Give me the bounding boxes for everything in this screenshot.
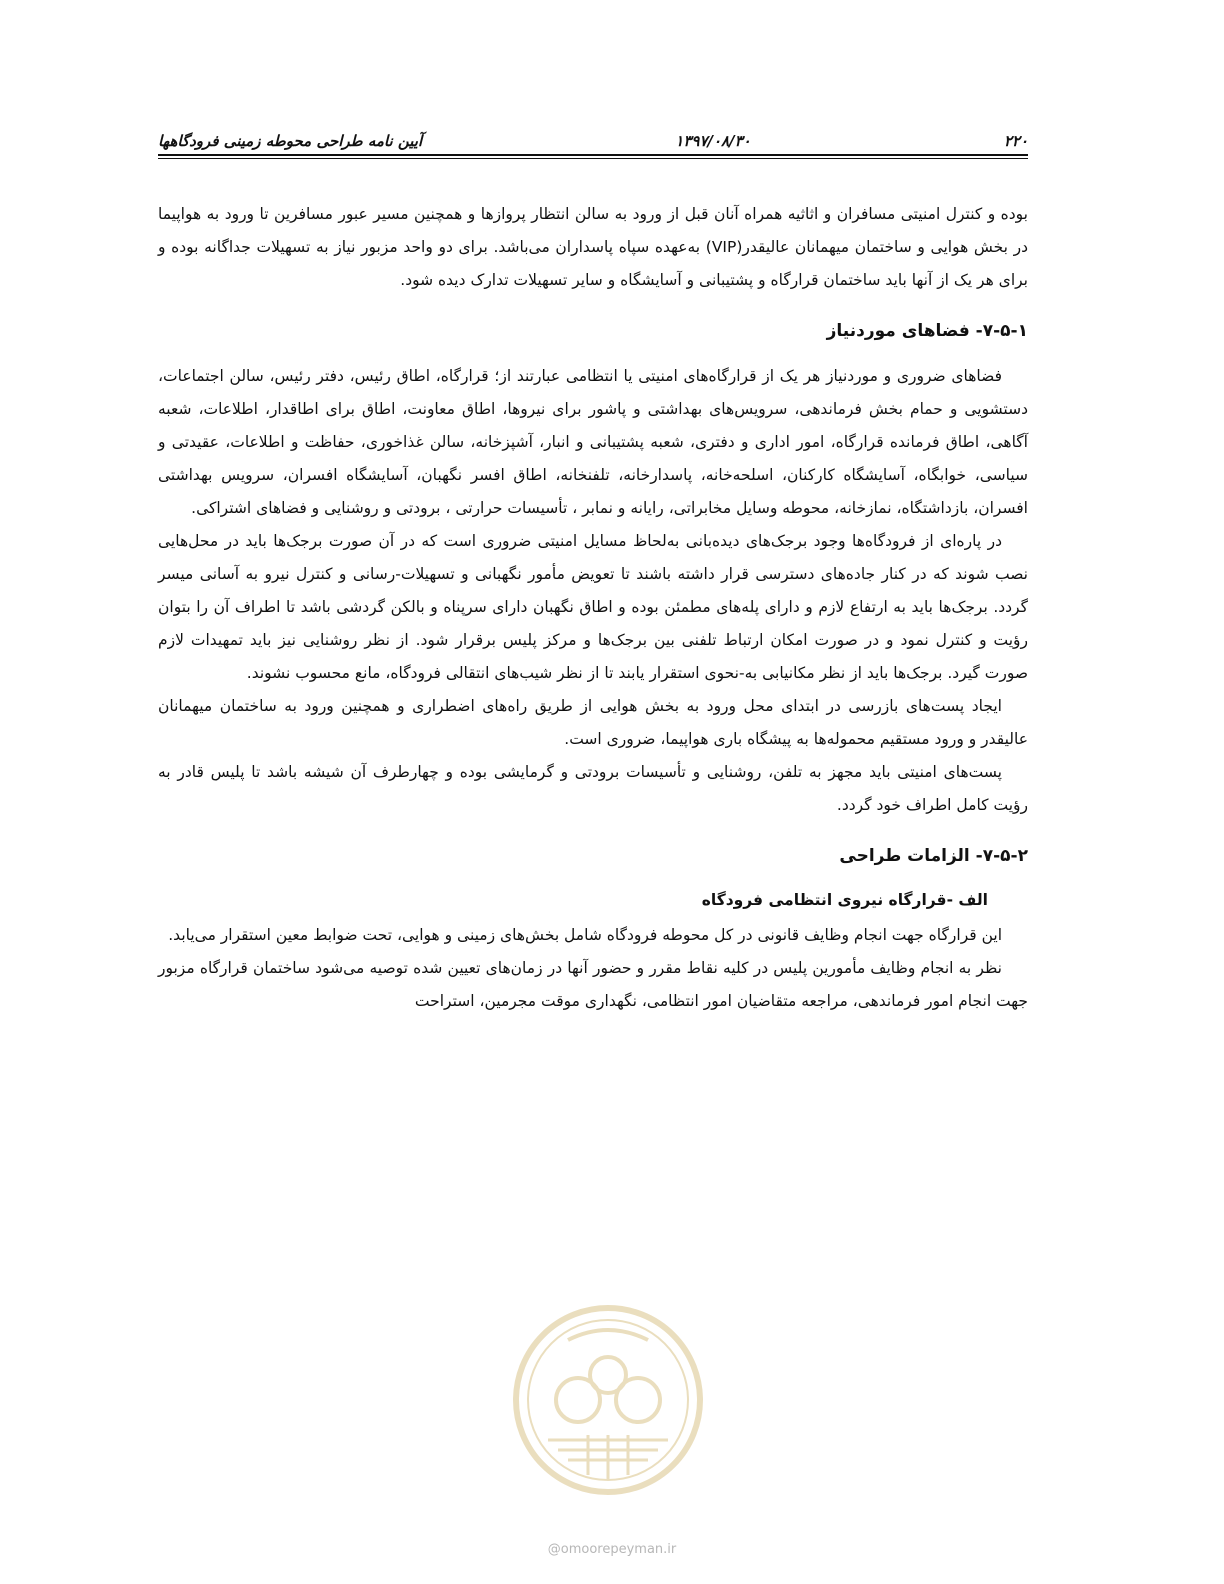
at-icon: @ <box>547 1542 561 1557</box>
section-heading-required-spaces: ۷-۵-۱- فضاهای موردنیاز <box>826 321 1028 341</box>
header-rule-thick <box>158 154 1028 156</box>
subsection-heading-police-base: الف -قرارگاه نیروی انتظامی فرودگاه <box>701 891 988 909</box>
page-header <box>158 120 1028 150</box>
paragraph-security-posts: پست‌های امنیتی باید مجهز به تلفن، روشنایی و تأسیسات برودتی و گرمایشی بوده و چهارطرف آن شیشه باشد تا پلیس قادر به رؤیت کامل اطراف خود گردد. <box>158 763 1028 814</box>
seal-watermark-logo <box>508 1300 708 1500</box>
header-rule-thin <box>158 158 1028 159</box>
paragraph-watchtowers: در پاره‌ای از فرودگاه‌ها وجود برجک‌های دیده‌بانی به‌لحاظ مسایل امنیتی ضروری است که در آن صورت برجک‌ها باید در محل‌هایی نصب شوند که در کنار جاده‌های دسترسی قرار داشته باشند تا تعویض مأمور نگهبانی و تسهیلات-رسانی و کنترل نیرو به آسانی میسر گردد. برجک‌ها باید به ارتفاع لازم و دارای پله‌های مطمئن بوده و اطاق نگهبان دارای سرپناه و بالکن گردشی باشد تا اطراف آن را بتوان رؤیت و کنترل نمود و در صورت امکان ارتباط تلفنی بین برجک‌ها و مرکز پلیس برقرار شود. از نظر روشنایی نیز باید تمهیدات لازم صورت گیرد. برجک‌ها باید از نظر مکانیابی به-نحوی استقرار یابند تا از نظر شیب‌های انتقالی فرودگاه، مانع محسوب نشوند. <box>158 532 1028 682</box>
watermark-text: omoorepeyman.ir <box>560 1542 677 1557</box>
header-date: ۱۳۹۷/۰۸/۳۰ <box>675 132 751 150</box>
paragraph-base-scope: این قرارگاه جهت انجام وظایف قانونی در کل محوطه فرودگاه شامل بخش‌های زمینی و هوایی، تحت ضوابط معین استقرار می‌یابد. <box>168 926 1002 944</box>
section-heading-design-requirements: ۷-۵-۲- الزامات طراحی <box>839 846 1028 866</box>
paragraph-spaces-list: فضاهای ضروری و موردنیاز هر یک از قرارگاه‌های امنیتی یا انتظامی عبارتند از؛ قرارگاه، اطاق رئیس، دفتر رئیس، سالن اجتماعات، دستشویی و حمام بخش فرماندهی، سرویس‌های بهداشتی و پاشور برای نیروها، اطاق معاونت، اطاق برای اطاقدار، اطلاعات، شعبه آگاهی، اطاق فرمانده قرارگاه، امور اداری و دفتری، شعبه پشتیبانی و انبار، آشپزخانه، سالن غذاخوری، حفاظت و اطلاعات، عقیدتی و سیاسی، خوابگاه، آسایشگاه کارکنان، اسلحه‌خانه، پاسدارخانه، تلفنخانه، اطاق افسر نگهبان، آسایشگاه افسران، سرویس بهداشتی افسران، بازداشتگاه، نمازخانه، محوطه وسایل مخابراتی، رایانه و نمابر ، تأسیسات حرارتی ، برودتی و روشنایی و فضاهای اشتراکی. <box>158 367 1028 517</box>
paragraph-checkpoints: ایجاد پست‌های بازرسی در ابتدای محل ورود به بخش هوایی از طریق راه‌های اضطراری و همچنین ورود به ساختمان میهمانان عالیقدر و ورود مستقیم محموله‌ها به پیشگاه باری هواپیما، ضروری است. <box>158 697 1028 748</box>
site-watermark <box>512 1542 712 1557</box>
page-number: ۲۲۰ <box>1003 132 1028 150</box>
paragraph-intro: بوده و کنترل امنیتی مسافران و اثاثیه همراه آنان قبل از ورود به سالن انتظار پروازها و همچنین مسیر عبور مسافرین تا ورود به هواپیما در بخش هوایی و ساختمان میهمانان عالیقدر(VIP) به‌عهده سپاه پاسداران می‌باشد. برای دو واحد مزبور نیاز به تسهیلات جداگانه بوده و برای هر یک از آنها باید ساختمان قرارگاه و پشتیبانی و آسایشگاه و سایر تسهیلات تدارک دیده شود. <box>158 205 1028 289</box>
paragraph-base-building: نظر به انجام وظایف مأمورین پلیس در کلیه نقاط مقرر و حضور آنها در زمان‌های تعیین شده توصیه می‌شود ساختمان قرارگاه مزبور جهت انجام امور فرماندهی، مراجعه متقاضیان امور انتظامی، نگهداری موقت مجرمین، استراحت <box>158 959 1028 1010</box>
document-body <box>158 198 1028 1018</box>
header-title: آیین نامه طراحی محوطه زمینی فرودگاهها <box>158 132 423 150</box>
